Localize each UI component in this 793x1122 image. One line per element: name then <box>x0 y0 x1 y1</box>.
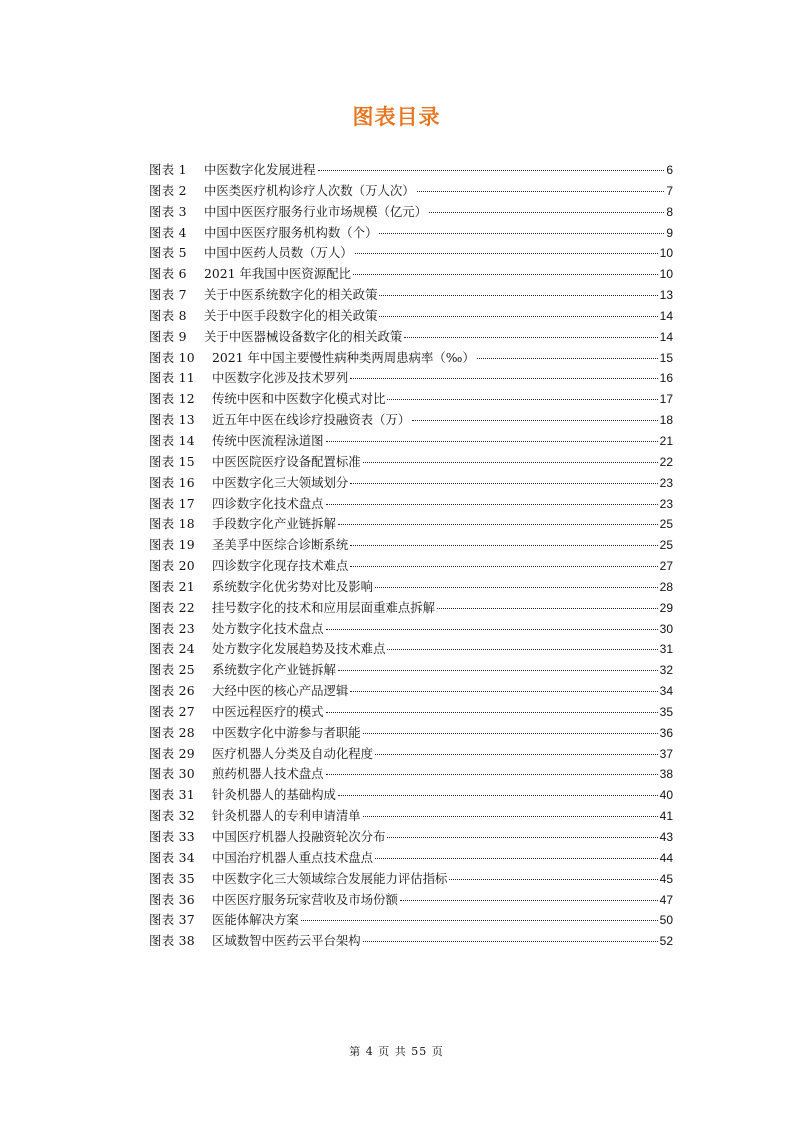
toc-entry-title: 中医数字化发展进程 <box>204 162 316 177</box>
toc-entry-leader-dots <box>350 545 657 546</box>
toc-entry-title: 中国中医药人员数（万人） <box>204 245 353 261</box>
toc-entry-page-number: 23 <box>659 496 673 511</box>
toc-entry-leader-dots <box>375 858 658 859</box>
toc-entry-label: 图表 24 <box>149 641 195 657</box>
toc-entry-leader-dots <box>350 566 657 567</box>
toc-entry-label: 图表 1 <box>149 162 187 177</box>
toc-entry-leader-dots <box>338 795 658 796</box>
toc-entry-leader-dots <box>338 670 658 671</box>
toc-entry-title: 中国治疗机器人重点技术盘点 <box>212 849 374 865</box>
toc-entry-label: 图表 18 <box>149 516 195 532</box>
toc-entry[interactable] <box>149 264 673 285</box>
toc-entry-title: 传统中医和中医数字化模式对比 <box>212 391 386 407</box>
toc-entry-label: 图表 32 <box>149 808 195 824</box>
toc-entry-label: 图表 23 <box>149 620 195 636</box>
toc-entry-title: 针灸机器人的专利申请清单 <box>212 808 361 824</box>
toc-entry-page-number: 44 <box>659 850 673 865</box>
toc-entry-label: 图表 15 <box>149 453 195 469</box>
toc-entry-leader-dots <box>301 920 658 921</box>
toc-entry-title: 中医远程医疗的模式 <box>212 703 324 719</box>
toc-entry-page-number: 15 <box>659 350 673 365</box>
toc-entry[interactable] <box>149 160 673 181</box>
toc-entry-page-number: 45 <box>659 871 673 886</box>
toc-entry-leader-dots <box>400 900 658 901</box>
toc-entry-label: 图表 14 <box>149 432 195 448</box>
toc-entry-page-number: 23 <box>659 475 673 490</box>
toc-entry-title: 关于中医器械设备数字化的相关政策 <box>204 328 403 344</box>
figure-table-of-contents <box>149 160 673 952</box>
toc-entry-label: 图表 27 <box>149 703 195 719</box>
toc-entry-page-number: 25 <box>659 538 673 553</box>
toc-entry-title: 中医数字化中游参与者职能 <box>212 724 361 740</box>
toc-entry-leader-dots <box>404 337 657 338</box>
toc-entry-title: 中医医疗服务玩家营收及市场份额 <box>212 891 398 907</box>
toc-entry[interactable] <box>149 910 673 931</box>
toc-entry-page-number: 25 <box>659 517 673 532</box>
toc-entry-leader-dots <box>387 399 657 400</box>
toc-entry-page-number: 32 <box>659 663 673 678</box>
toc-entry-label: 图表 4 <box>149 224 187 240</box>
toc-entry[interactable] <box>149 785 673 806</box>
toc-entry-label: 图表 30 <box>149 766 195 782</box>
toc-entry[interactable] <box>149 535 673 556</box>
toc-entry-title: 医疗机器人分类及自动化程度 <box>212 745 374 761</box>
toc-entry-page-number: 31 <box>659 642 673 657</box>
toc-entry-label: 图表 35 <box>149 870 195 886</box>
toc-entry-title: 四诊数字化技术盘点 <box>212 495 324 511</box>
toc-entry-title: 煎药机器人技术盘点 <box>212 766 324 782</box>
toc-entry-label: 图表 12 <box>149 391 195 407</box>
toc-entry-label: 图表 17 <box>149 495 195 511</box>
toc-entry-title: 中国医疗机器人投融资轮次分布 <box>212 829 386 844</box>
toc-entry-page-number: 34 <box>659 684 673 699</box>
toc-entry-page-number: 6 <box>666 163 673 177</box>
toc-entry-label: 图表 25 <box>149 662 195 678</box>
toc-entry-title: 挂号数字化的技术和应用层面重难点拆解 <box>212 599 436 615</box>
toc-entry-label: 图表 3 <box>149 203 187 219</box>
toc-entry[interactable] <box>149 306 673 327</box>
toc-entry-leader-dots <box>429 212 664 213</box>
toc-entry-label: 图表 9 <box>149 328 187 344</box>
toc-entry-page-number: 40 <box>659 788 673 803</box>
toc-entry-leader-dots <box>350 378 657 379</box>
toc-entry-label: 图表 20 <box>149 558 195 574</box>
toc-entry-label: 图表 19 <box>149 537 195 553</box>
toc-entry-leader-dots <box>379 295 657 296</box>
toc-entry-title: 圣美孚中医综合诊断系统 <box>212 537 349 553</box>
toc-entry-label: 图表 36 <box>149 891 195 907</box>
toc-entry-title: 系统数字化产业链拆解 <box>212 662 336 678</box>
page-title: 图表目录 <box>352 105 441 129</box>
toc-entry-leader-dots <box>326 712 658 713</box>
toc-entry-page-number: 10 <box>659 267 673 282</box>
toc-entry[interactable] <box>149 494 673 515</box>
toc-entry-title: 大经中医的核心产品逻辑 <box>212 683 349 699</box>
toc-entry[interactable] <box>149 389 673 410</box>
toc-entry-label: 图表 21 <box>149 578 195 594</box>
toc-entry-leader-dots <box>350 483 657 484</box>
toc-entry-title: 2021 年我国中医资源配比 <box>204 266 351 282</box>
toc-entry-page-number: 10 <box>659 246 673 261</box>
toc-entry-label: 图表 8 <box>149 307 187 323</box>
toc-entry[interactable] <box>149 348 673 369</box>
toc-entry-label: 图表 31 <box>149 787 195 803</box>
toc-entry-leader-dots <box>375 587 658 588</box>
toc-entry-title: 近五年中医在线诊疗投融资表（万） <box>212 412 411 428</box>
toc-entry-leader-dots <box>417 191 665 192</box>
toc-entry-page-number: 8 <box>666 204 673 219</box>
toc-entry[interactable] <box>149 452 673 473</box>
toc-entry-title: 关于中医系统数字化的相关政策 <box>204 287 378 303</box>
toc-entry-label: 图表 29 <box>149 745 195 761</box>
toc-entry[interactable] <box>149 431 673 452</box>
toc-entry-leader-dots <box>363 816 658 817</box>
toc-entry[interactable] <box>149 327 673 348</box>
toc-entry-title: 四诊数字化现存技术难点 <box>212 558 349 574</box>
toc-entry-leader-dots <box>355 253 658 254</box>
toc-entry-page-number: 27 <box>659 559 673 574</box>
toc-entry-page-number: 37 <box>659 746 673 761</box>
toc-entry-leader-dots <box>326 629 658 630</box>
toc-entry-page-number: 52 <box>659 934 673 949</box>
toc-entry[interactable] <box>149 181 673 202</box>
toc-entry-title: 中医数字化涉及技术罗列 <box>212 370 349 386</box>
toc-entry[interactable] <box>149 514 673 535</box>
toc-entry[interactable] <box>149 827 673 848</box>
toc-entry-leader-dots <box>375 754 658 755</box>
toc-entry-leader-dots <box>350 691 657 692</box>
toc-entry-label: 图表 13 <box>149 412 195 428</box>
toc-entry-label: 图表 26 <box>149 683 195 699</box>
toc-entry-label: 图表 6 <box>149 266 187 282</box>
toc-entry-page-number: 28 <box>659 579 673 594</box>
toc-entry-page-number: 14 <box>659 329 673 344</box>
toc-entry-page-number: 14 <box>659 308 673 323</box>
toc-entry-page-number: 7 <box>666 183 673 198</box>
toc-entry-label: 图表 5 <box>149 245 187 261</box>
toc-entry[interactable] <box>149 202 673 223</box>
toc-entry-leader-dots <box>379 316 657 317</box>
toc-entry[interactable] <box>149 639 673 660</box>
toc-entry-page-number: 47 <box>659 892 673 907</box>
toc-entry[interactable] <box>149 723 673 744</box>
toc-entry-page-number: 36 <box>659 725 673 740</box>
toc-entry-label: 图表 28 <box>149 724 195 740</box>
toc-entry-page-number: 9 <box>666 225 673 240</box>
toc-entry-page-number: 35 <box>659 704 673 719</box>
toc-entry-leader-dots <box>318 170 665 171</box>
toc-entry[interactable] <box>149 806 673 827</box>
toc-entry[interactable] <box>149 368 673 389</box>
toc-entry[interactable] <box>149 660 673 681</box>
toc-entry-leader-dots <box>387 649 657 650</box>
toc-entry-leader-dots <box>437 608 658 609</box>
toc-entry-title: 关于中医手段数字化的相关政策 <box>204 307 378 323</box>
toc-entry-label: 图表 16 <box>149 474 195 490</box>
toc-entry-title: 针灸机器人的基础构成 <box>212 787 336 803</box>
toc-entry[interactable] <box>149 890 673 911</box>
toc-entry-title: 中医医院医疗设备配置标准 <box>212 453 361 469</box>
toc-entry-title: 处方数字化技术盘点 <box>212 620 324 636</box>
toc-entry-title: 中医数字化三大领域划分 <box>212 474 349 490</box>
toc-entry-page-number: 29 <box>659 600 673 615</box>
toc-entry-leader-dots <box>387 837 657 838</box>
toc-entry-title: 系统数字化优劣势对比及影响 <box>212 578 374 594</box>
toc-entry-leader-dots <box>363 941 658 942</box>
toc-entry-label: 图表 2 <box>149 182 187 198</box>
toc-entry-leader-dots <box>326 504 658 505</box>
toc-entry[interactable] <box>149 285 673 306</box>
toc-entry-page-number: 43 <box>659 830 673 844</box>
toc-entry-page-number: 21 <box>659 433 673 448</box>
toc-entry-leader-dots <box>338 524 658 525</box>
toc-entry-page-number: 38 <box>659 767 673 782</box>
toc-entry-leader-dots <box>363 462 658 463</box>
toc-entry-label: 图表 34 <box>149 849 195 865</box>
toc-entry[interactable] <box>149 410 673 431</box>
toc-entry-title: 医能体解决方案 <box>212 912 299 928</box>
toc-entry-label: 图表 10 <box>149 349 195 365</box>
toc-entry-title: 2021 年中国主要慢性病种类两周患病率（‰） <box>212 349 475 365</box>
toc-entry-leader-dots <box>412 420 657 421</box>
toc-entry-leader-dots <box>477 358 658 359</box>
toc-entry[interactable] <box>149 702 673 723</box>
toc-entry-title: 中国中医医疗服务行业市场规模（亿元） <box>204 203 428 219</box>
toc-entry-leader-dots <box>379 233 664 234</box>
toc-entry-label: 图表 7 <box>149 287 187 303</box>
toc-entry-title: 传统中医流程泳道图 <box>212 432 324 448</box>
toc-entry-title: 中国中医医疗服务机构数（个） <box>204 224 378 240</box>
toc-entry[interactable] <box>149 473 673 494</box>
toc-entry-page-number: 22 <box>659 454 673 469</box>
toc-entry-title: 处方数字化发展趋势及技术难点 <box>212 641 386 657</box>
toc-entry-title: 中医数字化三大领域综合发展能力评估指标 <box>212 870 448 886</box>
toc-entry-page-number: 17 <box>659 392 673 407</box>
toc-entry-page-number: 50 <box>659 913 673 928</box>
toc-entry-leader-dots <box>353 274 658 275</box>
toc-entry[interactable] <box>149 556 673 577</box>
page-footer: 第 4 页 共 55 页 <box>349 1045 444 1058</box>
toc-entry-label: 图表 22 <box>149 599 195 615</box>
toc-entry[interactable] <box>149 577 673 598</box>
toc-entry-page-number: 13 <box>659 288 673 303</box>
toc-entry-leader-dots <box>449 879 657 880</box>
toc-entry[interactable] <box>149 681 673 702</box>
toc-entry[interactable] <box>149 223 673 244</box>
toc-entry-leader-dots <box>326 441 658 442</box>
toc-entry[interactable] <box>149 848 673 869</box>
toc-entry-page-number: 41 <box>659 809 673 824</box>
toc-entry-page-number: 16 <box>659 371 673 386</box>
toc-entry-leader-dots <box>363 733 658 734</box>
toc-entry-title: 手段数字化产业链拆解 <box>212 516 336 532</box>
toc-entry-title: 中医类医疗机构诊疗人次数（万人次） <box>204 182 415 198</box>
toc-entry-leader-dots <box>326 774 658 775</box>
toc-entry[interactable] <box>149 931 673 952</box>
toc-entry[interactable] <box>149 243 673 264</box>
toc-entry-label: 图表 37 <box>149 912 195 928</box>
toc-entry[interactable] <box>149 598 673 619</box>
toc-entry[interactable] <box>149 869 673 890</box>
toc-entry[interactable] <box>149 744 673 765</box>
toc-entry-label: 图表 11 <box>149 370 195 386</box>
toc-entry[interactable] <box>149 764 673 785</box>
toc-entry-page-number: 30 <box>659 621 673 636</box>
toc-entry-title: 区域数智中医药云平台架构 <box>212 933 361 949</box>
toc-entry[interactable] <box>149 619 673 640</box>
toc-entry-page-number: 18 <box>659 413 673 428</box>
toc-entry-label: 图表 38 <box>149 933 195 949</box>
toc-entry-label: 图表 33 <box>149 829 195 844</box>
